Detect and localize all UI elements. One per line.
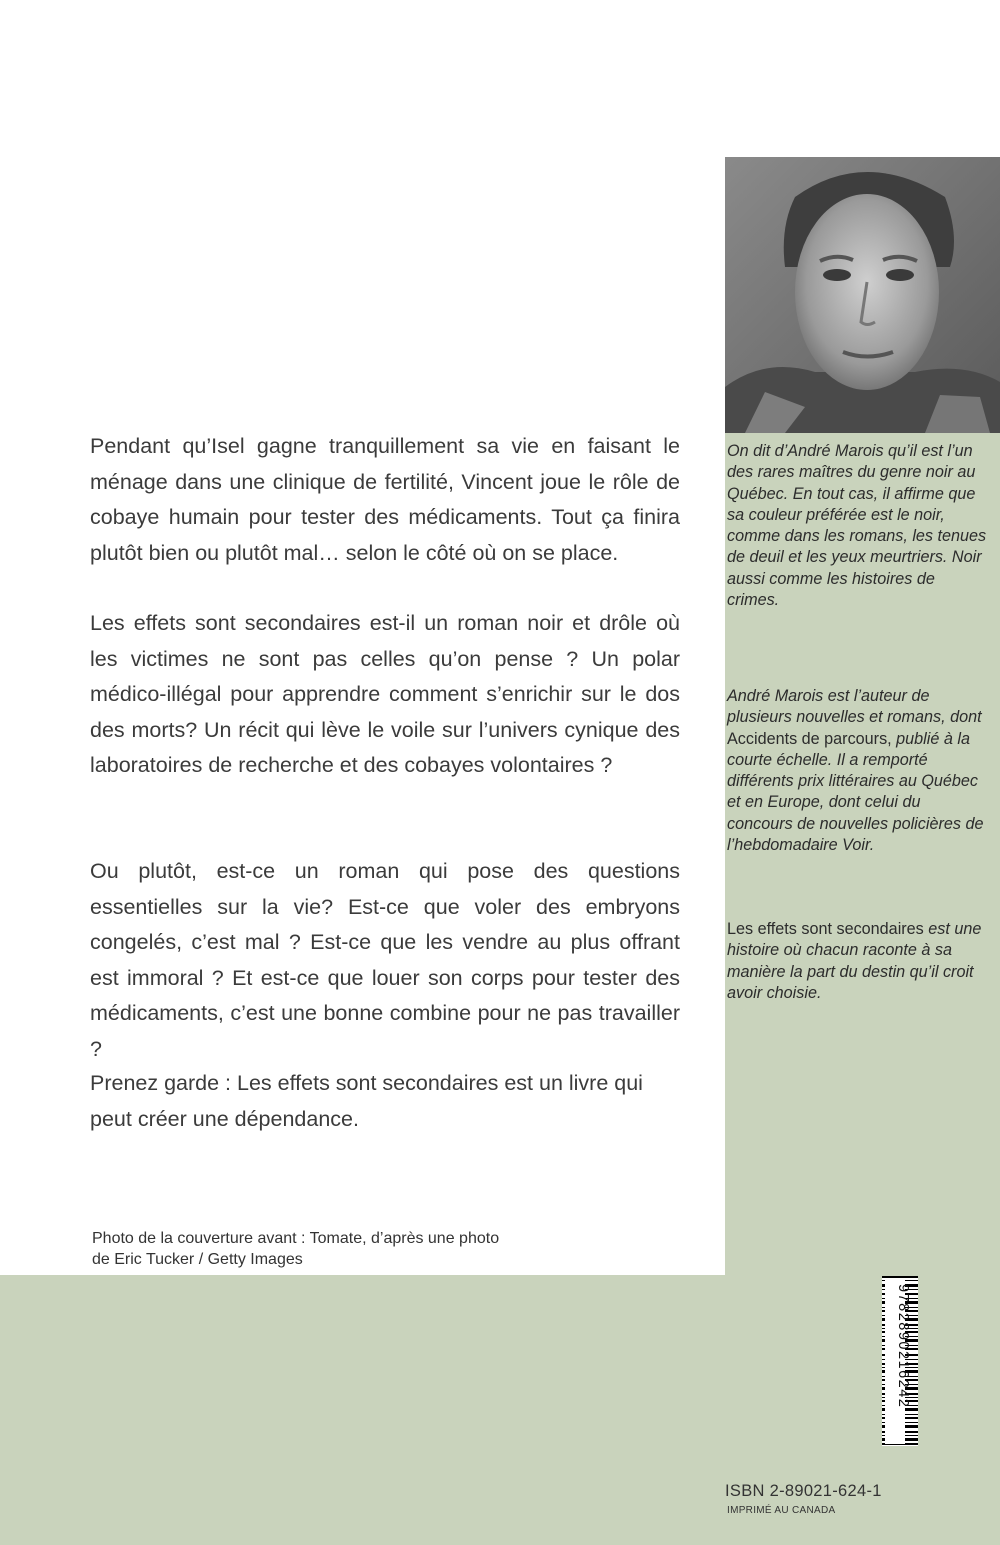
blurb-paragraph-3: Ou plutôt, est-ce un roman qui pose des questions essentielles sur la vie? Est-ce que voler des embryons congelés, c’est mal ? Est-ce que les vendre au plus offrant est immoral ? Et est-ce que louer son corps pour tester des médicaments, c’est une bonne combine pour ne pas travailler ? bbox=[90, 859, 680, 1061]
printed-in-canada: IMPRIMÉ AU CANADA bbox=[727, 1505, 836, 1516]
barcode-digits bbox=[885, 1280, 913, 1444]
author-bio-paragraph-3 bbox=[727, 919, 989, 1004]
bio-p2-text-a: André Marois est l’auteur de plusieurs nouvelles et romans, dont bbox=[727, 687, 982, 727]
bio-title-accidents: Accidents de parcours, bbox=[727, 729, 892, 748]
blurb-paragraph-4: Prenez garde : Les effets sont secondaires est un livre qui peut créer une dépendance. bbox=[90, 1071, 643, 1131]
top-white-band bbox=[725, 0, 1000, 157]
blurb-paragraph-2: Les effets sont secondaires est-il un roman noir et drôle où les victimes ne sont pas celles qu’on pense ? Un polar médico-illégal pour apprendre comment s’enrichir sur le dos des morts? Un récit qui lève le voile sur l’univers cynique des laboratoires de recherche et des cobayes volontaires ? bbox=[90, 611, 680, 777]
author-bio-paragraph-2 bbox=[727, 686, 989, 856]
blurb-paragraph-1: Pendant qu’Isel gagne tranquillement sa vie en faisant le ménage dans une clinique de fertilité, Vincent joue le rôle de cobaye humain pour tester des médicaments. Tout ça finira plutôt bien ou plutôt mal… selon le côté où on se place. bbox=[90, 434, 680, 565]
author-photo bbox=[725, 157, 1000, 433]
bio-p2-text-b: publié à la courte échelle. Il a remporté différents prix littéraires au Québec et en Europe, dont celui du concours de nouvelles policières de l’hebdomadaire Voir. bbox=[727, 729, 984, 855]
credit-line-1: Photo de la couverture avant : Tomate, d’après une photo bbox=[92, 1230, 500, 1247]
isbn: ISBN 2-89021-624-1 bbox=[725, 1482, 882, 1500]
bio-p3-text: est une histoire où chacun raconte à sa manière la part du destin qu’il croit avoir choisie. bbox=[727, 920, 982, 1002]
credit-line-2: de Eric Tucker / Getty Images bbox=[92, 1251, 303, 1268]
bio-title-effets: Les effets sont secondaires bbox=[727, 920, 924, 938]
barcode-digits-text: 9782890216242 bbox=[895, 1284, 911, 1409]
cover-photo-credit bbox=[92, 1228, 612, 1270]
author-bio-paragraph-1: On dit d’André Marois qu’il est l’un des rares maîtres du genre noir au Québec. En tout cas, il affirme que sa couleur préférée est le noir, comme dans les romans, les tenues de deuil et les yeux meurtriers. Noir aussi comme les histoires de crimes. bbox=[727, 442, 987, 610]
